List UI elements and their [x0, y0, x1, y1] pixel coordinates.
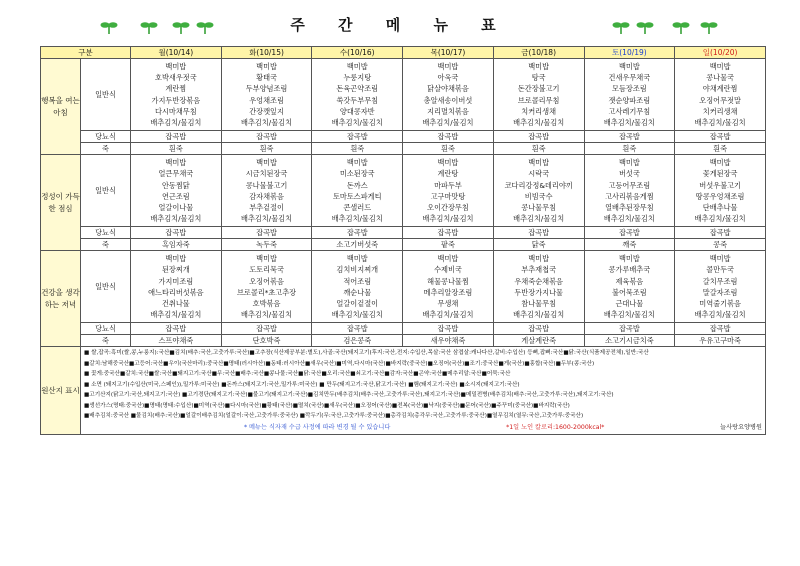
diabetic-cell: 잡곡밥: [584, 323, 675, 335]
menu-cell: [675, 251, 766, 323]
diabetic-cell: 잡곡밥: [584, 227, 675, 239]
menu-cell: [493, 155, 584, 227]
menu-item: 깨순나물: [343, 287, 372, 297]
porridge-cell: 새우야채죽: [403, 335, 494, 347]
menu-item: 오이간장무침: [427, 202, 469, 212]
porridge-cell: 흰죽: [312, 143, 403, 155]
menu-item: 백미밥: [165, 62, 187, 71]
menu-cell: [221, 155, 312, 227]
menu-item: 배추김치/물김치: [422, 117, 474, 127]
menu-change-note: * 메뉴는 식자재 수급 사정에 따라 변경 될 수 있습니다: [244, 423, 391, 431]
menu-item: 돈간장불고기: [517, 84, 560, 94]
menu-item: 배추김치/물김치: [150, 214, 202, 224]
menu-item: 백미밥: [346, 254, 368, 264]
meal-type-diabetic: 당뇨식: [81, 227, 131, 239]
diabetic-cell: 잡곡밥: [493, 323, 584, 335]
menu-cell: [493, 59, 584, 131]
menu-item: 가지미조림: [158, 276, 194, 286]
menu-item: 잿순양파조림: [608, 95, 651, 105]
menu-item: 누룽지탕: [343, 73, 372, 83]
porridge-meal-row: [41, 239, 766, 251]
porridge-cell: 흰죽: [403, 143, 494, 155]
diabetic-cell: 잡곡밥: [221, 131, 312, 143]
menu-item: 배추김치/물김치: [694, 214, 746, 224]
diabetic-cell: 잡곡밥: [493, 131, 584, 143]
regular-meal-row: [41, 59, 766, 131]
menu-cell: [221, 251, 312, 323]
meal-type-regular: 일반식: [81, 251, 131, 323]
origin-line: ■ 꽃게:중국산■갈치:국산■쌀:국산■돼지고기:국산■무:국산■배추:국산■콩나물:국산■닭:국산■오리:국산■쇠고기:국산■감자:국산■곤약:국산■메추리알:국산■어묵:국산: [84, 371, 511, 378]
day-header: 월(10/14): [131, 47, 222, 59]
porridge-cell: 흰죽: [584, 143, 675, 155]
menu-item: 갈치무조림: [702, 276, 738, 286]
sprout-icon: [672, 20, 690, 34]
menu-item: 열배추된장무침: [605, 202, 654, 212]
weekly-menu-table: [40, 46, 766, 435]
meal-name: 행복을 여는 아침: [41, 59, 81, 155]
menu-item: 브로콜리무침: [517, 95, 560, 105]
menu-item: 아욱국: [437, 73, 459, 83]
menu-item: 배추김치/물김치: [331, 214, 383, 224]
menu-item: 콩나물불고기: [245, 180, 288, 190]
origin-line: ■고기산지(닭고기:국산,돼지고기:국산) ■고기경단(돼지고기:국산)■불고기(돼지고기:국산)■김치만두(배추김치(배추:국산,고춧가루:국산),돼지고기:국산)■메밀전병(배추김치(배추:국산,고춧가루:국산),돼지고기:국산): [84, 392, 614, 399]
diabetic-cell: 잡곡밥: [131, 323, 222, 335]
menu-item: 제육볶음: [615, 276, 644, 286]
porridge-meal-row: [41, 335, 766, 347]
menu-item: 배추김치/물김치: [694, 117, 746, 127]
diabetic-meal-row: [41, 131, 766, 143]
diabetic-cell: 잡곡밥: [403, 323, 494, 335]
menu-item: 브로콜리*초고추장: [236, 287, 297, 297]
menu-item: 계란찜: [165, 84, 187, 94]
menu-item: 콩나물국: [706, 73, 734, 83]
menu-item: 근대나물: [615, 299, 644, 308]
diabetic-meal-row: [41, 227, 766, 239]
menu-item: 배추김치/물김치: [150, 310, 202, 320]
diabetic-cell: 잡곡밥: [584, 131, 675, 143]
menu-item: 콜만두국: [706, 265, 734, 275]
menu-item: 안동찜닭: [161, 180, 190, 190]
menu-item: 얼갈이겉절이: [336, 299, 379, 308]
menu-item: 배추김치/물김치: [513, 214, 565, 224]
menu-item: 배추김치/물김치: [694, 310, 746, 320]
day-header: 화(10/15): [221, 47, 312, 59]
menu-item: 시금치된장국: [245, 169, 288, 179]
menu-item: 모듬장조림: [612, 84, 647, 94]
diabetic-cell: 잡곡밥: [312, 227, 403, 239]
menu-item: 무생채: [437, 299, 459, 308]
menu-item: 버섯우불고기: [699, 180, 741, 190]
day-header-sunday: 일(10/20): [675, 47, 766, 59]
menu-item: 배추김치/물김치: [331, 310, 383, 320]
menu-item: 치커리생채: [521, 106, 557, 116]
menu-cell: [584, 155, 675, 227]
menu-item: 백미밥: [437, 158, 459, 168]
menu-item: 백미밥: [528, 254, 550, 264]
porridge-cell: 녹두죽: [221, 239, 312, 251]
porridge-cell: 우유고구마죽: [675, 335, 766, 347]
menu-item: 된장찌개: [161, 265, 190, 275]
menu-item: 탕국: [531, 73, 546, 83]
meal-type-regular: 일반식: [81, 155, 131, 227]
menu-item: 가지두반장볶음: [151, 95, 201, 105]
menu-item: 버섯국: [618, 169, 640, 179]
menu-cell: [675, 59, 766, 131]
menu-item: 배추김치/물김치: [241, 310, 293, 320]
porridge-cell: 단호박죽: [221, 335, 312, 347]
menu-item: 연근조림: [161, 191, 190, 201]
menu-item: 감자채볶음: [249, 191, 284, 201]
menu-item: 얼갈이나물: [158, 202, 194, 212]
menu-item: 백미밥: [528, 62, 550, 71]
meal-type-regular: 일반식: [81, 59, 131, 131]
menu-item: 배추김치/물김치: [331, 117, 383, 127]
menu-item: 양대콩자반: [339, 106, 375, 116]
meal-type-porridge: 죽: [81, 239, 131, 251]
porridge-cell: 스프야채죽: [131, 335, 222, 347]
meal-type-diabetic: 당뇨식: [81, 323, 131, 335]
day-header: 목(10/17): [403, 47, 494, 59]
porridge-cell: 흰죽: [493, 143, 584, 155]
menu-item: 배추김치/물김치: [513, 117, 565, 127]
menu-item: 호박새우젓국: [155, 73, 197, 83]
diabetic-cell: 잡곡밥: [131, 131, 222, 143]
menu-item: 백미밥: [346, 158, 368, 168]
porridge-cell: 콩죽: [675, 239, 766, 251]
regular-meal-row: [41, 251, 766, 323]
porridge-cell: 소고기버섯죽: [312, 239, 403, 251]
meal-name: 건강을 생각하는 저녁: [41, 251, 81, 347]
menu-item: 닭살야채볶음: [427, 84, 469, 94]
sprout-icon: [700, 20, 718, 34]
meal-type-diabetic: 당뇨식: [81, 131, 131, 143]
menu-item: 시락국: [528, 169, 550, 179]
menu-item: 미역줄기볶음: [699, 299, 741, 308]
diabetic-cell: 잡곡밥: [675, 131, 766, 143]
menu-cell: [131, 155, 222, 227]
menu-item: 백미밥: [709, 62, 731, 71]
origin-label: 원산지 표시: [41, 347, 81, 435]
diabetic-cell: 잡곡밥: [221, 323, 312, 335]
menu-item: 백미밥: [437, 254, 459, 264]
menu-cell: [131, 59, 222, 131]
menu-item: 코다리강정&데리야끼: [504, 180, 573, 190]
menu-item: 고사레기무침: [608, 106, 651, 116]
porridge-cell: 팥죽: [403, 239, 494, 251]
menu-item: 비빔국수: [524, 191, 553, 201]
menu-item: 배추김치/물김치: [603, 310, 655, 320]
porridge-meal-row: [41, 143, 766, 155]
origin-line: ■갈치:남해중국산■고등어:국산■우이(국산마리):중국산■명태(러시아산)■동태:러시아산■새우(국산)■미역,다시마(국산)■바지락(중국산)■오징어(국산)■조기:중국산■게(국산)■홍합(국산)■두부(콩:국산): [84, 360, 595, 367]
menu-cell: [131, 251, 222, 323]
porridge-cell: 흰죽: [131, 143, 222, 155]
menu-item: 백미밥: [618, 158, 640, 168]
hospital-name: 늘사랑요양병원: [720, 423, 762, 431]
menu-item: 마파두부: [434, 180, 462, 190]
menu-cell: [403, 155, 494, 227]
menu-item: 부추재첩국: [521, 265, 557, 275]
footer-notes: [84, 423, 762, 433]
calorie-note: *1일 노인 칼로리:1600-2000kcal*: [506, 423, 605, 431]
menu-item: 백미밥: [709, 158, 731, 168]
diabetic-cell: 잡곡밥: [403, 227, 494, 239]
menu-item: 미소된장국: [339, 169, 375, 179]
menu-item: 애느타리버섯볶음: [148, 287, 204, 297]
menu-item: 배추김치/물김치: [241, 117, 293, 127]
menu-item: 배추김치/물김치: [603, 117, 655, 127]
diabetic-meal-row: [41, 323, 766, 335]
meal-type-porridge: 죽: [81, 143, 131, 155]
menu-item: 배추김치/물김치: [422, 214, 474, 224]
menu-item: 건새우무채국: [608, 73, 651, 83]
menu-item: 수제비국: [434, 265, 462, 275]
menu-item: 땅콩우엉채조림: [695, 191, 745, 201]
porridge-cell: 흰죽: [221, 143, 312, 155]
menu-item: 오징어무젓말: [699, 95, 741, 105]
menu-item: 간장깻잎지: [249, 106, 284, 116]
menu-item: 얼큰무채국: [158, 169, 194, 179]
origin-row: [41, 347, 766, 435]
header-label: 구분: [41, 47, 131, 59]
porridge-cell: 게살계란죽: [493, 335, 584, 347]
menu-item: 콘샐러드: [343, 202, 372, 212]
origin-line: ■배추김치:중국산 ■물김치(배추:국산)■얼갈이배추김치(얼갈이:국산,고춧가루:중국산) ■깍두기(무:국산,고춧가루:중국산)■총각김치(총각무:국산,고춧가루:중국산)■열무김치(열무:국산,고춧가루:중국산): [84, 413, 584, 420]
menu-cell: [584, 59, 675, 131]
diabetic-cell: 잡곡밥: [131, 227, 222, 239]
diabetic-cell: 잡곡밥: [312, 131, 403, 143]
menu-cell: [312, 59, 403, 131]
menu-cell: [403, 59, 494, 131]
menu-cell: [403, 251, 494, 323]
origin-line: ■생선가스(명태:중국산)■명태(명태:수입산)■미역(국산)■다시마(국산)■황태(국산)■멸치(국산)■새우(국산)■오징어(국산)■전복(국산)■낙지(중국산)■문어(국산)■주꾸미(중국산)■바지락(국산): [84, 402, 570, 409]
menu-item: 두반장가지나물: [514, 287, 563, 297]
menu-item: 배추김치/물김치: [422, 310, 474, 320]
diabetic-cell: 잡곡밥: [493, 227, 584, 239]
menu-item: 불어묵조림: [612, 287, 647, 297]
menu-item: 총알새송이버섯: [423, 95, 473, 105]
day-header: 수(10/16): [312, 47, 403, 59]
day-header-saturday: 토(10/19): [584, 47, 675, 59]
sprout-icon: [612, 20, 630, 34]
menu-item: 참나물무침: [521, 299, 557, 308]
porridge-cell: 깨죽: [584, 239, 675, 251]
diabetic-cell: 잡곡밥: [675, 227, 766, 239]
menu-item: 두부양념조림: [245, 84, 288, 94]
menu-item: 김치비지찌개: [336, 265, 379, 275]
menu-item: 배추김치/물김치: [241, 214, 293, 224]
menu-item: 백미밥: [346, 62, 368, 71]
day-header: 금(10/18): [493, 47, 584, 59]
diabetic-cell: 잡곡밥: [403, 131, 494, 143]
menu-item: 백미밥: [618, 254, 640, 264]
meal-name: 정성이 가득한 점심: [41, 155, 81, 251]
porridge-cell: 닭죽: [493, 239, 584, 251]
menu-item: 돈까스: [346, 180, 368, 190]
menu-item: 고구마맛탕: [430, 191, 466, 201]
menu-item: 백미밥: [165, 254, 187, 264]
meal-type-porridge: 죽: [81, 335, 131, 347]
menu-item: 치커리생채: [702, 106, 738, 116]
menu-item: 토마토스파게티: [332, 191, 382, 201]
menu-item: 배추김치/물김치: [150, 117, 202, 127]
menu-item: 호박볶음: [252, 299, 281, 308]
header-row: [41, 47, 766, 59]
menu-cell: [675, 155, 766, 227]
diabetic-cell: 잡곡밥: [221, 227, 312, 239]
regular-meal-row: [41, 155, 766, 227]
menu-item: 황태국: [256, 73, 277, 83]
menu-item: 메추리알장조림: [423, 287, 473, 297]
menu-item: 부추겉절이: [249, 202, 284, 212]
menu-item: 다시마채무침: [155, 106, 197, 116]
menu-item: 꽃게된장국: [702, 169, 738, 179]
menu-item: 백미밥: [618, 62, 640, 71]
menu-item: 백미밥: [256, 62, 277, 71]
menu-item: 계란탕: [437, 169, 459, 179]
menu-item: 백미밥: [165, 158, 187, 168]
title-bar: [0, 0, 800, 40]
menu-item: 해물콩나물찜: [427, 276, 469, 286]
menu-item: 배추김치/물김치: [513, 310, 565, 320]
origin-text: [81, 347, 766, 435]
origin-line: ■ 소면 (돼지고기(수입산(미국,스페인)),밀가루:미국산) ■돈까스(돼지고기:국산,밀가루:미국산) ■ 만두(돼지고기:국산,닭고기:국산) ■햄(돼지고기:국산) ■소시지(돼지고기:국산): [84, 381, 520, 388]
menu-item: 단배추나물: [702, 202, 738, 212]
menu-item: 콩나물무침: [521, 202, 557, 212]
menu-item: 도토리묵국: [249, 265, 284, 275]
menu-cell: [584, 251, 675, 323]
menu-item: 콩가루배추국: [608, 265, 651, 275]
menu-item: 백미밥: [256, 254, 277, 264]
diabetic-cell: 잡곡밥: [312, 323, 403, 335]
sprout-icon: [636, 20, 654, 34]
menu-cell: [312, 155, 403, 227]
diabetic-cell: 잡곡밥: [675, 323, 766, 335]
page-title: 주 간 메 뉴 표: [290, 16, 510, 34]
porridge-cell: 흑임자죽: [131, 239, 222, 251]
menu-item: 적어조림: [343, 276, 372, 286]
menu-item: 백미밥: [709, 254, 731, 264]
porridge-cell: 흰죽: [675, 143, 766, 155]
menu-cell: [493, 251, 584, 323]
menu-item: 고사리볶음게찜: [605, 191, 654, 201]
menu-cell: [312, 251, 403, 323]
menu-item: 오징어볶음: [249, 276, 284, 286]
menu-item: 백미밥: [528, 158, 550, 168]
menu-item: 우채죽순채볶음: [514, 276, 563, 286]
porridge-cell: 검은콩죽: [312, 335, 403, 347]
menu-cell: [221, 59, 312, 131]
menu-item: 백미밥: [256, 158, 277, 168]
menu-item: 지리멸치볶음: [427, 106, 469, 116]
menu-item: 말갈자조림: [702, 287, 738, 297]
menu-item: 고등어무조림: [608, 180, 651, 190]
menu-item: 배추김치/물김치: [603, 214, 655, 224]
menu-item: 돈육곤약조림: [336, 84, 379, 94]
menu-item: 건취나물: [161, 299, 190, 308]
origin-line: ■ 쌀,잡곡:흑미(쌀,콩,누룽지):국산■김치(배추:국산,고춧가루:국산)■고추장(식산제공부분:별도),사골:국산(돼지고기(후지:국산,전지:수입산,목살:국산 삼겹살:캐나다산,갈비:수입산) 등뼈,잡뼈:국산■닭:국산(식품제공전체),일반:국산: [84, 350, 649, 357]
menu-item: 우엉채조림: [249, 95, 284, 105]
porridge-cell: 소고기시금치죽: [584, 335, 675, 347]
menu-item: 야채계란찜: [702, 84, 738, 94]
menu-item: 쑥갓두부무침: [336, 95, 379, 105]
menu-item: 백미밥: [437, 62, 459, 71]
